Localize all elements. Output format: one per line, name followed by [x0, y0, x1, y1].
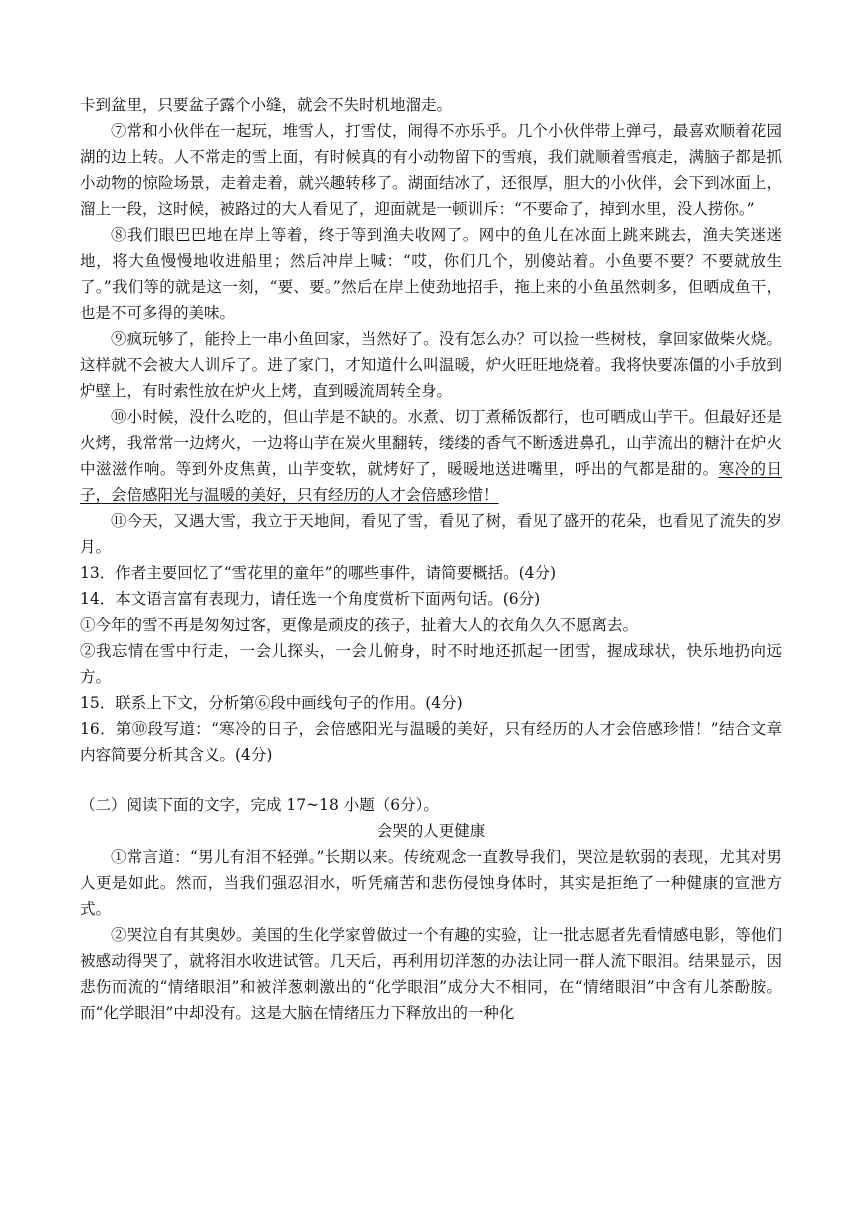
article-paragraph-2: ②哭泣自有其奥妙。美国的生化学家曾做过一个有趣的实验，让一批志愿者先看情感电影，等他们被感动得哭了，就将泪水收进试管。几天后，再利用切洋葱的办法让同一群人流下眼泪。结果显示，因悲伤而流的“情绪眼泪”和被洋葱刺激出的“化学眼泪”成分大不相同，在“情绪眼泪”中含有儿茶酚胺。而“化学眼泪”中却没有。这是大脑在情绪压力下释放出的一种化 [80, 926, 782, 1022]
paragraph-7: ⑦常和小伙伴在一起玩，堆雪人，打雪仗，闹得不亦乐乎。几个小伙伴带上弹弓，最喜欢顺着花园湖的边上转。人不常走的雪上面，有时候真的有小动物留下的雪痕，我们就顺着雪痕走，满脑子都是抓小动物的惊险场景，走着走着，就兴趣转移了。湖面结冰了，还很厚，胆大的小伙伴，会下到冰面上，溜上一段，这时候，被路过的大人看见了，迎面就是一顿训斥：“不要命了，掉到水里，没人捞你。” [80, 122, 782, 218]
page-content [80, 92, 782, 1026]
paragraph-11: ⑪今天，又遇大雪，我立于天地间，看见了雪，看见了树，看见了盛开的花朵，也看见了流失的岁月。 [80, 512, 782, 556]
underlined-sentence: 寒冷的日子，会倍感阳光与温暖的美好，只有经历的人才会倍感珍惜！ [80, 460, 782, 504]
question-15: 15．联系上下文，分析第⑥段中画线句子的作用。(4分) [80, 694, 463, 712]
paragraph-8: ⑧我们眼巴巴地在岸上等着，终于等到渔夫收网了。网中的鱼儿在冰面上跳来跳去，渔夫笑迷迷地，将大鱼慢慢地收进船里；然后冲岸上喊：“哎，你们几个，别傻站着。小鱼要不要？不要就放生了。”我们等的就是这一刻，“要、要。”然后在岸上使劲地招手，拖上来的小鱼虽然刺多，但晒成鱼干，也是不可多得的美味。 [80, 226, 782, 322]
question-14: 14．本文语言富有表现力，请任选一个角度赏析下面两句话。(6分) [80, 590, 541, 608]
question-16: 16．第⑩段写道：“寒冷的日子，会倍感阳光与温暖的美好，只有经历的人才会倍感珍惜！”结合文章内容简要分析其含义。(4分) [80, 720, 782, 764]
article-paragraph-1: ①常言道：“男儿有泪不轻弹。”长期以来。传统观念一直教导我们，哭泣是软弱的表现，尤其对男人更是如此。然而，当我们强忍泪水，听凭痛苦和悲伤侵蚀身体时，其实是拒绝了一种健康的宣泄方式。 [80, 848, 782, 918]
article-title: 会哭的人更健康 [376, 822, 486, 840]
section-2-heading: （二）阅读下面的文字，完成 17~18 小题（6分）。 [80, 796, 439, 814]
passage-continuation: 卡到盆里，只要盆子露个小缝，就会不失时机地溜走。 [80, 96, 453, 114]
question-13: 13．作者主要回忆了“雪花里的童年”的哪些事件，请简要概括。(4分) [80, 564, 557, 582]
question-14-sentence-1: ①今年的雪不再是匆匆过客，更像是顽皮的孩子，扯着大人的衣角久久不愿离去。 [80, 616, 639, 634]
section-gap [80, 768, 782, 792]
paragraph-9: ⑨疯玩够了，能拎上一串小鱼回家，当然好了。没有怎么办？可以捡一些树枝，拿回家做柴火烧。这样就不会被大人训斥了。进了家门，才知道什么叫温暖，炉火旺旺地烧着。我将快要冻僵的小手放到炉壁上，有时索性放在炉火上烤，直到暖流周转全身。 [80, 330, 782, 400]
paragraph-10 [80, 404, 782, 508]
question-14-sentence-2: ②我忘情在雪中行走，一会儿探头，一会儿俯身，时不时地还抓起一团雪，握成球状，快乐地扔向远方。 [80, 642, 782, 686]
paragraph-10-text: ⑩小时候，没什么吃的，但山芋是不缺的。水煮、切丁煮稀饭都行，也可晒成山芋干。但最好还是火烤，我常常一边烤火，一边将山芋在炭火里翻转，缕缕的香气不断透进鼻孔，山芋流出的糖汁在炉火中滋滋作响。等到外皮焦黄，山芋变软，就烤好了，暖暖地送进嘴里，呼出的气都是甜的。 [80, 408, 782, 478]
